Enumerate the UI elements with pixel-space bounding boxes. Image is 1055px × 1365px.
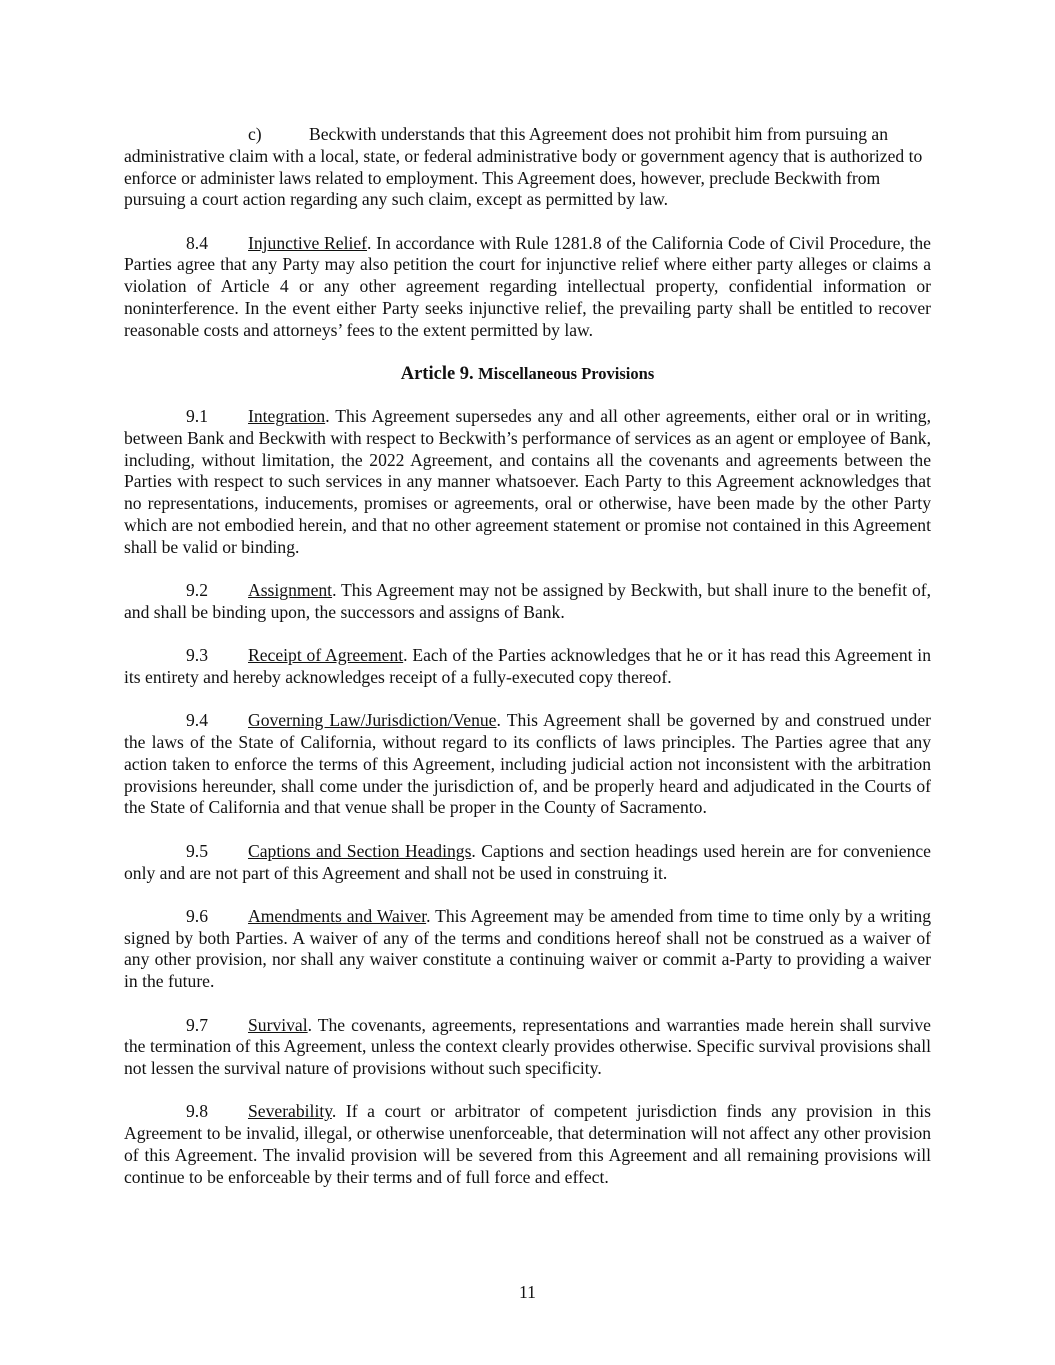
article-title: Miscellaneous Provisions xyxy=(478,364,655,384)
section-number: 9.1 xyxy=(186,405,208,426)
document-page xyxy=(124,124,931,1210)
section-9-1 xyxy=(124,406,931,559)
section-number: 9.3 xyxy=(186,645,208,666)
section-heading: Injunctive Relief xyxy=(248,232,368,253)
section-text: . This Agreement shall be governed by and construed under the laws of the State of California, without regard to its conflicts of laws principles. The Parties agree that any action taken to enforce the terms of this Agreement, including judicial action not inconsistent with the arbitration provisions hereunder, shall come under the jurisdiction of, and be properly heard and adjudicated in the Courts of the State of California and that venue shall be proper in the County of Sacramento. xyxy=(124,710,932,818)
article-number: Article 9. xyxy=(400,364,474,385)
subsection-c xyxy=(124,124,931,211)
section-text: . If a court or arbitrator of competent jurisdiction finds any provision in this Agreement to be invalid, illegal, or otherwise unenforceable, that determination will not affect any other provision of this Agreement. The invalid provision will be severed from this Agreement and all remaining provisions will continue to be enforceable by their terms and of full force and effect. xyxy=(124,1101,931,1187)
subsection-label: c) xyxy=(248,124,262,144)
section-9-8 xyxy=(124,1101,931,1188)
section-number: 8.4 xyxy=(186,232,208,253)
section-text: . This Agreement supersedes any and all other agreements, either oral or in writing, between Bank and Beckwith with respect to Beckwith’s performance of services as an agent or employee of Bank, including, without limitation, the 2022 Agreement, and contains all the covenants and agreements between the Parties with respect to such services in any manner whatsoever. Each Party to this Agreement acknowledges that no representations, inducements, promises or agreements, oral or otherwise, have been made by the other Party which are not embodied herein, and that no other agreement statement or promise not contained in this Agreement shall be valid or binding. xyxy=(124,405,931,557)
section-9-3 xyxy=(124,645,931,689)
section-number: 9.7 xyxy=(186,1014,208,1035)
section-text: . Captions and section headings used herein are for convenience only and are not part of this Agreement and shall not be used in construing it. xyxy=(124,840,931,883)
article-heading xyxy=(124,363,931,386)
subsection-text: Beckwith understands that this Agreement does not prohibit him from pursuing an administrative claim with a local, state, or federal administrative body or government agency that is authorized to enforce or administer laws related to employment. This Agreement does, however, preclude Beckwith from pursuing a court action regarding any such claim, except as permitted by law. xyxy=(124,124,923,210)
section-9-5 xyxy=(124,841,931,885)
section-number: 9.5 xyxy=(186,840,208,861)
section-heading: Receipt of Agreement xyxy=(248,645,404,666)
section-number: 9.6 xyxy=(186,905,208,926)
section-9-2 xyxy=(124,580,931,624)
section-heading: Amendments and Waiver xyxy=(248,905,427,926)
section-8-4 xyxy=(124,233,931,342)
section-heading: Assignment xyxy=(248,580,333,601)
section-number: 9.4 xyxy=(186,710,208,731)
page-number: 11 xyxy=(519,1282,536,1302)
section-text: . In accordance with Rule 1281.8 of the California Code of Civil Procedure, the Parties agree that any Party may also petition the court for injunctive relief where either party alleges or claims a violation of Article 4 or any other agreement regarding intellectual property, confidential information or noninterference. In the event either Party seeks injunctive relief, the prevailing party shall be entitled to recover reasonable costs and attorneys’ fees to the extent permitted by law. xyxy=(124,232,931,340)
section-text: . This Agreement may be amended from time to time only by a writing signed by both Parties. A waiver of any of the terms and conditions hereof shall not be construed as a waiver of any other provision, nor shall any waiver constitute a continuing waiver or commit a-Party to providing a waiver in the future. xyxy=(124,905,931,992)
section-heading: Governing Law/Jurisdiction/Venue xyxy=(248,710,497,731)
section-number: 9.8 xyxy=(186,1101,208,1122)
section-text: . This Agreement may not be assigned by Beckwith, but shall inure to the benefit of, and shall be binding upon, the successors and assigns of Bank. xyxy=(124,580,931,622)
section-text: . Each of the Parties acknowledges that he or it has read this Agreement in its entirety and hereby acknowledges receipt of a fully-executed copy thereof. xyxy=(124,645,931,687)
section-number: 9.2 xyxy=(186,580,208,601)
section-9-6 xyxy=(124,906,931,993)
section-heading: Severability xyxy=(248,1101,332,1122)
section-9-4 xyxy=(124,710,931,819)
section-heading: Integration xyxy=(248,405,326,426)
section-text: . The covenants, agreements, representations and warranties made herein shall survive the termination of this Agreement, unless the context clearly provides otherwise. Specific survival provisions shall not lessen the survival nature of provisions without such specificity. xyxy=(124,1014,931,1079)
section-heading: Survival xyxy=(248,1014,308,1035)
section-heading: Captions and Section Headings xyxy=(248,840,472,861)
section-9-7 xyxy=(124,1015,931,1080)
